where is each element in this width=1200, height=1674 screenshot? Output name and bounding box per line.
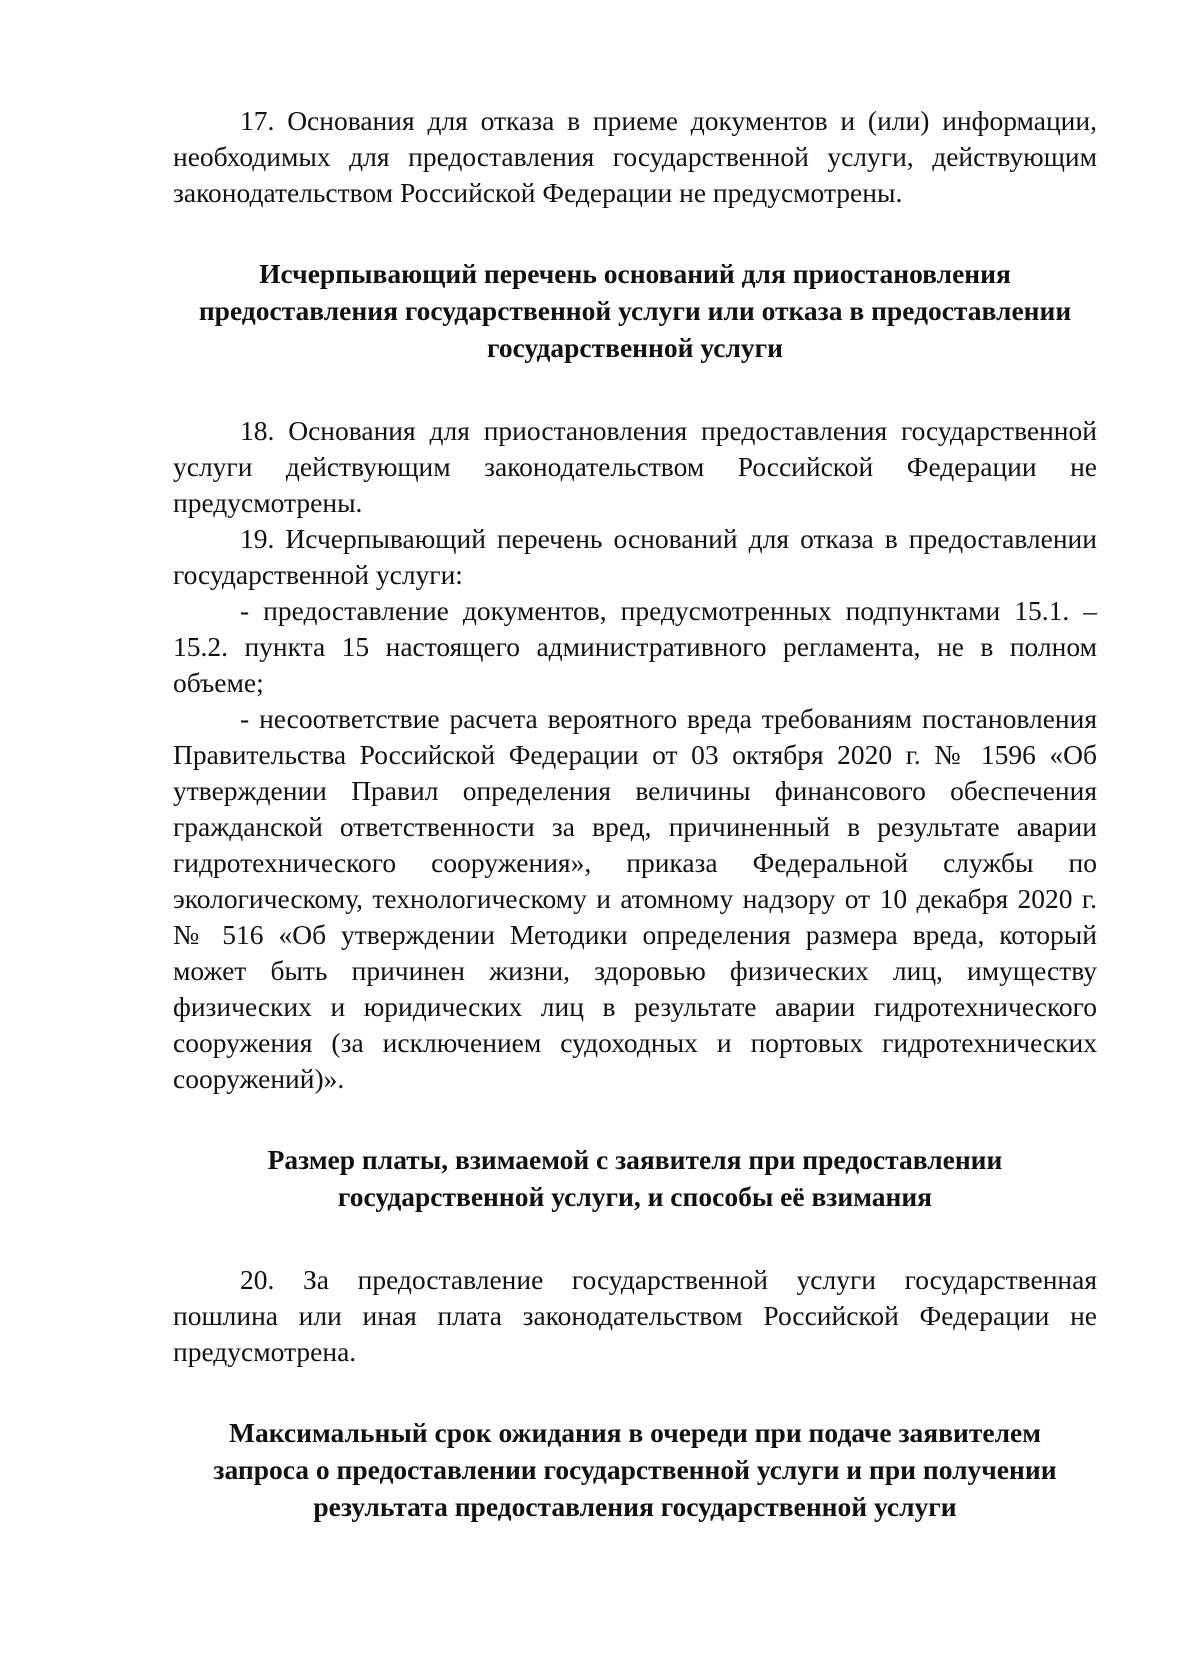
heading-refusal-grounds	[173, 255, 1097, 366]
heading-line: государственной услуги	[487, 332, 783, 363]
heading-waiting-time	[173, 1414, 1097, 1525]
heading-line: государственной услуги, и способы её взимания	[337, 1181, 933, 1212]
paragraph-17: 17. Основания для отказа в приеме документов и (или) информации, необходимых для предоставления государственной услуги, действующим законодательством Российской Федерации не предусмотрены.	[173, 105, 1097, 208]
heading-line: Исчерпывающий перечень оснований для приостановления	[259, 258, 1011, 289]
heading-line: запроса о предоставлении государственной услуги и при получении	[213, 1454, 1057, 1485]
paragraph-19: 19. Исчерпывающий перечень оснований для отказа в предоставлении государственной услуги:	[173, 523, 1097, 590]
paragraph-19-item-2: - несоответствие расчета вероятного вреда требованиям постановления Правительства Российской Федерации от 03 октября 2020 г. № 1596 «Об утверждении Правил определения величины финансового обеспечения гражданской ответственности за вред, причиненный в результате аварии гидротехнического сооружения», приказа Федеральной службы по экологическому, технологическому и атомному надзору от 10 декабря 2020 г. № 516 «Об утверждении Методики определения размера вреда, который может быть причинен жизни, здоровью физических лиц, имуществу физических и юридических лиц в результате аварии гидротехнического сооружения (за исключением судоходных и портовых гидротехнических сооружений)».	[173, 703, 1097, 1094]
heading-line: Максимальный срок ожидания в очереди при подаче заявителем	[229, 1417, 1041, 1448]
heading-line: Размер платы, взимаемой с заявителя при предоставлении	[267, 1144, 1003, 1175]
paragraph-19-item-1: - предоставление документов, предусмотренных подпунктами 15.1. – 15.2. пункта 15 настоящего административного регламента, не в полном объеме;	[173, 595, 1097, 698]
paragraph-18: 18. Основания для приостановления предоставления государственной услуги действующим законодательством Российской Федерации не предусмотрены.	[173, 415, 1097, 518]
document-page	[173, 103, 1097, 1525]
paragraph-20: 20. За предоставление государственной услуги государственная пошлина или иная плата законодательством Российской Федерации не предусмотрена.	[173, 1264, 1097, 1367]
heading-line: предоставления государственной услуги или отказа в предоставлении	[198, 295, 1072, 326]
heading-fee	[173, 1141, 1097, 1215]
heading-line: результата предоставления государственной услуги	[313, 1491, 957, 1522]
